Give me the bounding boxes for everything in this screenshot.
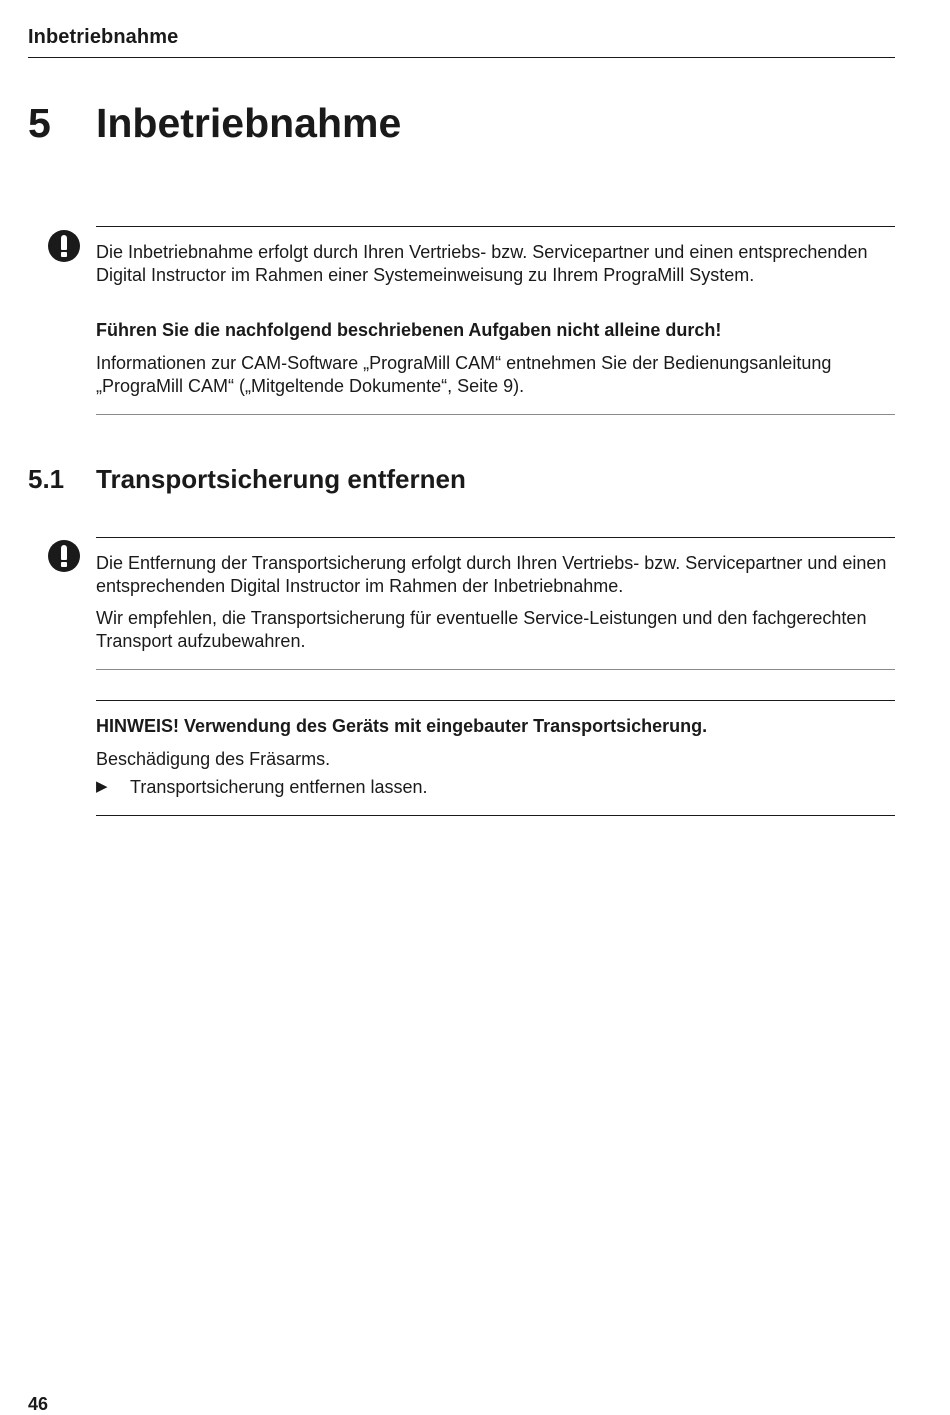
header-rule bbox=[28, 57, 895, 58]
note2-bottom-rule bbox=[96, 669, 895, 670]
note1-paragraph2: Führen Sie die nachfolgend beschriebenen Aufgaben nicht alleine durch! bbox=[96, 320, 722, 340]
chapter-title-text: Inbetriebnahme bbox=[96, 100, 402, 146]
page-number: 46 bbox=[28, 1394, 49, 1414]
bullet-arrow-icon: ▶ bbox=[96, 778, 108, 795]
warning-top-rule bbox=[96, 700, 895, 701]
warning-consequence: Beschädigung des Fräsarms. bbox=[96, 749, 331, 769]
warning-action: Transportsicherung entfernen lassen. bbox=[130, 777, 428, 797]
note1-bottom-rule bbox=[96, 414, 895, 415]
exclamation-circle-icon bbox=[48, 540, 80, 572]
section-number: 5.1 bbox=[28, 464, 65, 494]
section-title-text: Transportsicherung entfernen bbox=[96, 464, 466, 494]
warning-bottom-rule bbox=[96, 815, 895, 816]
warning-heading: HINWEIS! Verwendung des Geräts mit eingebauter Transportsicherung. bbox=[96, 716, 708, 736]
note1-paragraph3: Informationen zur CAM-Software „PrograMill CAM“ entnehmen Sie der Bedienungsanleitung „PrograMill CAM“ („Mitgeltende Dokumente“, Seite 9). bbox=[96, 353, 832, 396]
chapter-title bbox=[28, 100, 401, 147]
exclamation-circle-icon bbox=[48, 230, 80, 262]
note1-top-rule bbox=[96, 226, 895, 227]
note1-paragraph1: Die Inbetriebnahme erfolgt durch Ihren Vertriebs- bzw. Servicepartner und einen entsprechenden Digital Instructor im Rahmen einer Systemeinweisung zu Ihrem PrograMill System. bbox=[96, 242, 868, 285]
note2-paragraph2: Wir empfehlen, die Transportsicherung für eventuelle Service-Leistungen und den fachgerechten Transport aufzubewahren. bbox=[96, 608, 867, 651]
chapter-number: 5 bbox=[28, 100, 51, 146]
note2-top-rule bbox=[96, 537, 895, 538]
section-title bbox=[28, 464, 466, 495]
running-header: Inbetriebnahme bbox=[28, 26, 179, 48]
note2-paragraph1: Die Entfernung der Transportsicherung erfolgt durch Ihren Vertriebs- bzw. Servicepartner und einen entsprechenden Digital Instructor im Rahmen der Inbetriebnahme. bbox=[96, 553, 887, 596]
